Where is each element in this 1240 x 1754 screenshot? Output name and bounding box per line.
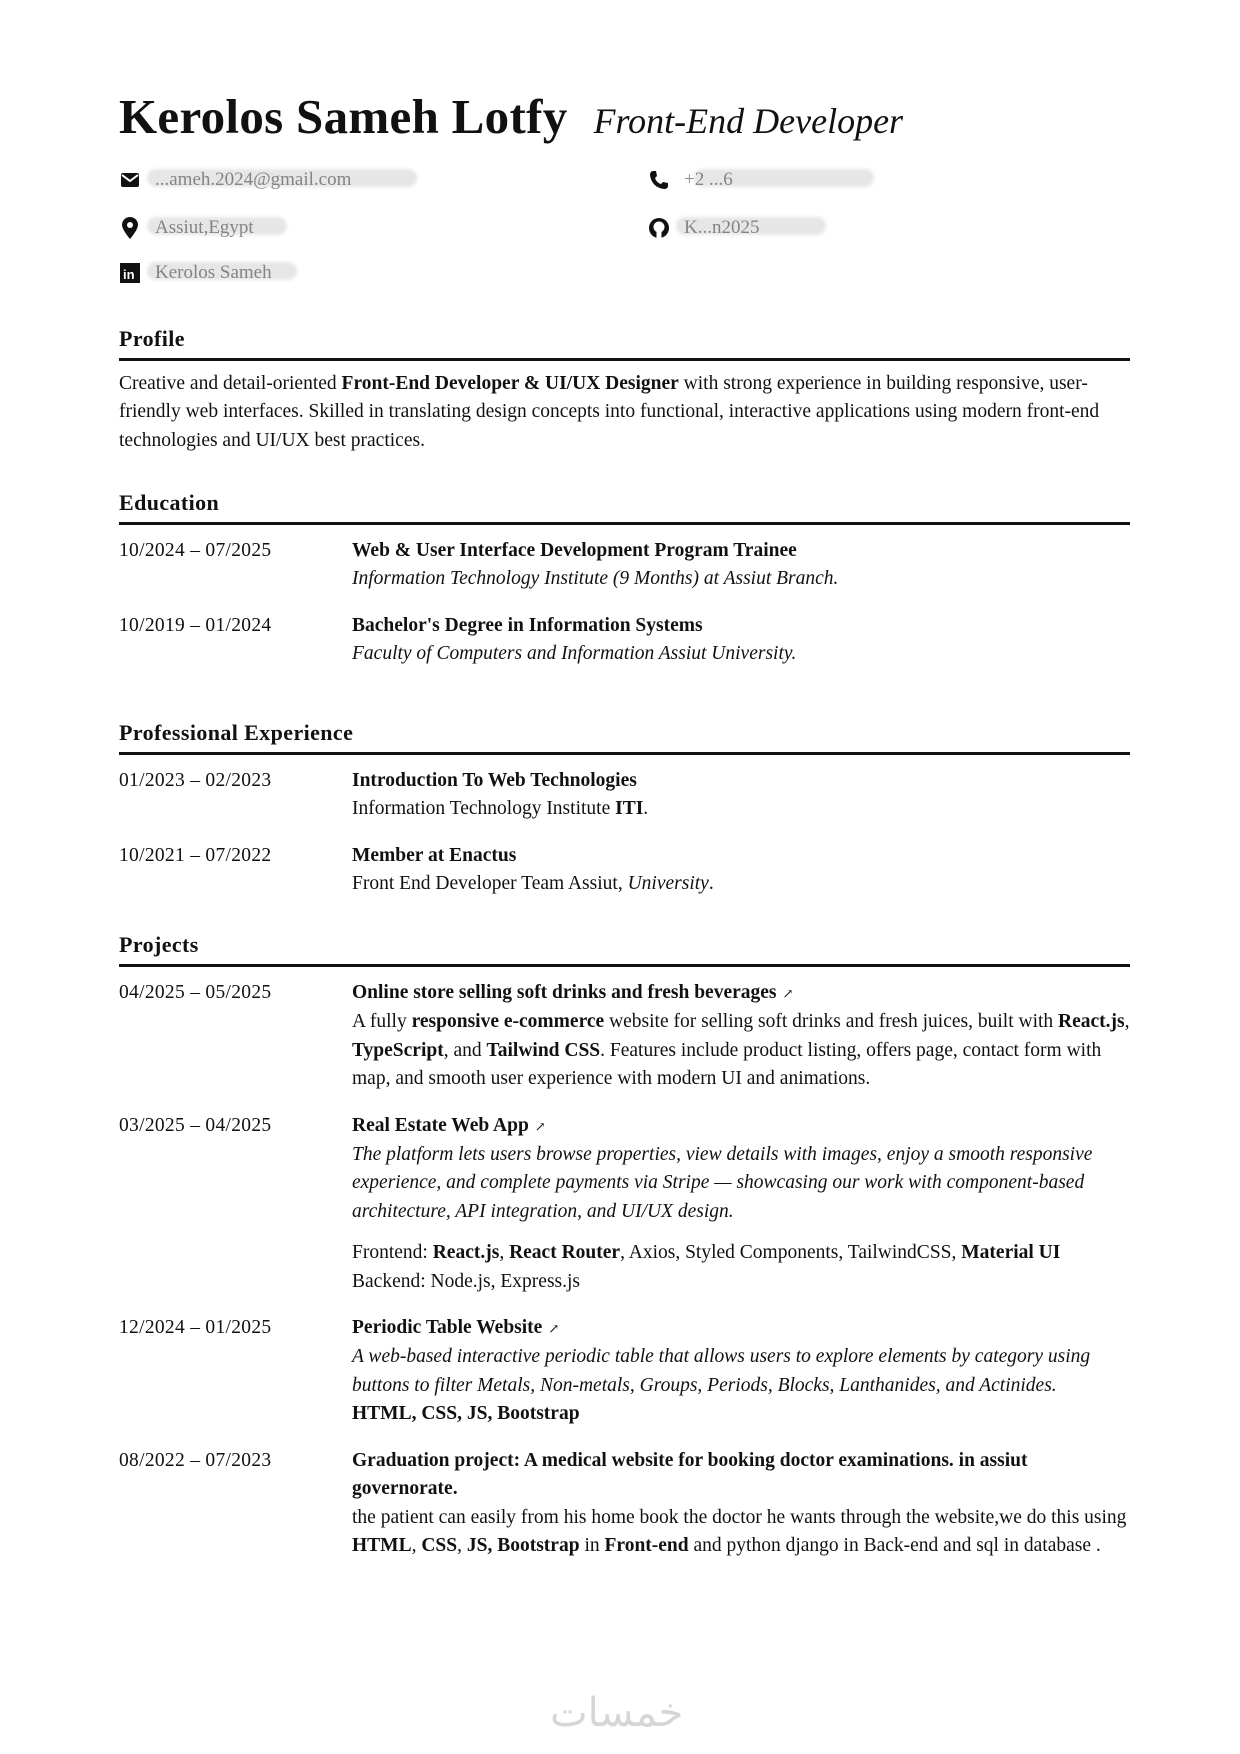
entry-subtitle: Information Technology Institute ITI. bbox=[352, 798, 649, 820]
name: Kerolos Sameh Lotfy bbox=[119, 89, 568, 144]
education-entry bbox=[119, 612, 1130, 669]
project-link[interactable]: Periodic Table Website bbox=[352, 1317, 543, 1339]
header bbox=[119, 88, 903, 145]
project-entry bbox=[119, 1314, 1130, 1429]
section-heading: Education bbox=[119, 490, 1130, 525]
entry-date: 12/2024 – 01/2025 bbox=[119, 1317, 272, 1339]
entry-subtitle: Front End Developer Team Assiut, University. bbox=[352, 873, 714, 895]
section-experience bbox=[119, 720, 1130, 899]
contact-location bbox=[119, 214, 254, 242]
entry-title: Member at Enactus bbox=[352, 844, 517, 866]
entry-date: 08/2022 – 07/2023 bbox=[119, 1449, 272, 1471]
section-heading: Profile bbox=[119, 326, 1130, 361]
project-description: A fully responsive e-commerce website for selling soft drinks and fresh juices, built with React.js, TypeScript, and Tailwind CSS. Features include product listing, offers page, contact form with map, and smooth user experience with modern UI and animations. bbox=[352, 1011, 1130, 1090]
project-description: The platform lets users browse properties, view details with images, enjoy a smooth responsive experience, and complete payments via Stripe — showcasing our work with component-based architecture, API integration, and UI/UX design. bbox=[352, 1144, 1093, 1222]
section-education bbox=[119, 490, 1130, 669]
watermark-logo: خمسات bbox=[550, 1690, 684, 1736]
contact-github[interactable] bbox=[648, 214, 759, 242]
entry-date: 10/2021 – 07/2022 bbox=[119, 844, 272, 866]
phone-icon bbox=[648, 169, 670, 191]
entry-date: 10/2024 – 07/2025 bbox=[119, 540, 272, 561]
frontend-stack: Frontend: React.js, React Router, Axios, Styled Components, TailwindCSS, Material UI bbox=[352, 1242, 1061, 1264]
project-description: the patient can easily from his home book the doctor he wants through the website,we do this using HTML, CSS, JS, Bootstrap in Front-end and python django in Back-end and sql in database . bbox=[352, 1506, 1127, 1556]
project-entry bbox=[119, 1112, 1130, 1296]
entry-date: 04/2025 – 05/2025 bbox=[119, 982, 272, 1003]
entry-date: 03/2025 – 04/2025 bbox=[119, 1114, 272, 1136]
github-text: K...n2025 bbox=[684, 217, 760, 238]
backend-stack: Backend: Node.js, Express.js bbox=[352, 1270, 581, 1292]
github-icon bbox=[648, 217, 670, 239]
linkedin-text: Kerolos Sameh bbox=[155, 262, 272, 283]
map-pin-icon bbox=[119, 217, 141, 239]
external-link-icon[interactable]: ↗ bbox=[782, 986, 794, 1001]
project-entry bbox=[119, 979, 1130, 1094]
entry-date: 01/2023 – 02/2023 bbox=[119, 770, 272, 791]
education-entry bbox=[119, 537, 1130, 594]
entry-subtitle: Faculty of Computers and Information Assiut University. bbox=[352, 643, 797, 665]
entry-title: Introduction To Web Technologies bbox=[352, 770, 637, 791]
experience-entry bbox=[119, 767, 1130, 824]
entry-date: 10/2019 – 01/2024 bbox=[119, 614, 272, 636]
entry-title: Bachelor's Degree in Information Systems bbox=[352, 614, 703, 636]
section-heading: Projects bbox=[119, 932, 1130, 967]
email-text: ...ameh.2024@gmail.com bbox=[155, 169, 352, 190]
section-projects bbox=[119, 932, 1130, 1560]
experience-entry bbox=[119, 842, 1130, 899]
phone-text: +2 ...6 bbox=[684, 169, 733, 190]
project-description: A web-based interactive periodic table that allows users to explore elements by category using buttons to filter Metals, Non-metals, Groups, Periods, Blocks, Lanthanides, and Actinides. bbox=[352, 1346, 1091, 1396]
entry-subtitle: Information Technology Institute (9 Months) at Assiut Branch. bbox=[352, 568, 839, 590]
entry-title: Graduation project: A medical website for booking doctor examinations. in assiut governorate. bbox=[352, 1449, 1028, 1500]
section-profile bbox=[119, 326, 1130, 455]
contact-email[interactable] bbox=[119, 166, 351, 194]
contact-phone[interactable] bbox=[648, 166, 733, 194]
location-text: Assiut,Egypt bbox=[155, 217, 254, 238]
profile-text: Creative and detail-oriented Front-End Developer & UI/UX Designer with strong experience in building responsive, user-friendly web interfaces. Skilled in translating design concepts into functional, interactive applications using modern front-end technologies and UI/UX best practices. bbox=[119, 373, 1100, 451]
project-link[interactable]: Real Estate Web App bbox=[352, 1114, 529, 1136]
contact-linkedin[interactable] bbox=[119, 259, 272, 287]
svg-text:in: in bbox=[123, 267, 135, 282]
job-title: Front-End Developer bbox=[593, 101, 904, 141]
tech-stack: HTML, CSS, JS, Bootstrap bbox=[352, 1403, 580, 1425]
project-entry bbox=[119, 1447, 1130, 1561]
external-link-icon[interactable]: ↗ bbox=[534, 1118, 546, 1134]
entry-title: Web & User Interface Development Program Trainee bbox=[352, 540, 797, 561]
envelope-icon bbox=[119, 169, 141, 191]
linkedin-icon bbox=[119, 262, 141, 284]
project-link[interactable]: Online store selling soft drinks and fresh beverages bbox=[352, 982, 777, 1003]
external-link-icon[interactable]: ↗ bbox=[548, 1321, 560, 1337]
section-heading: Professional Experience bbox=[119, 720, 1130, 755]
